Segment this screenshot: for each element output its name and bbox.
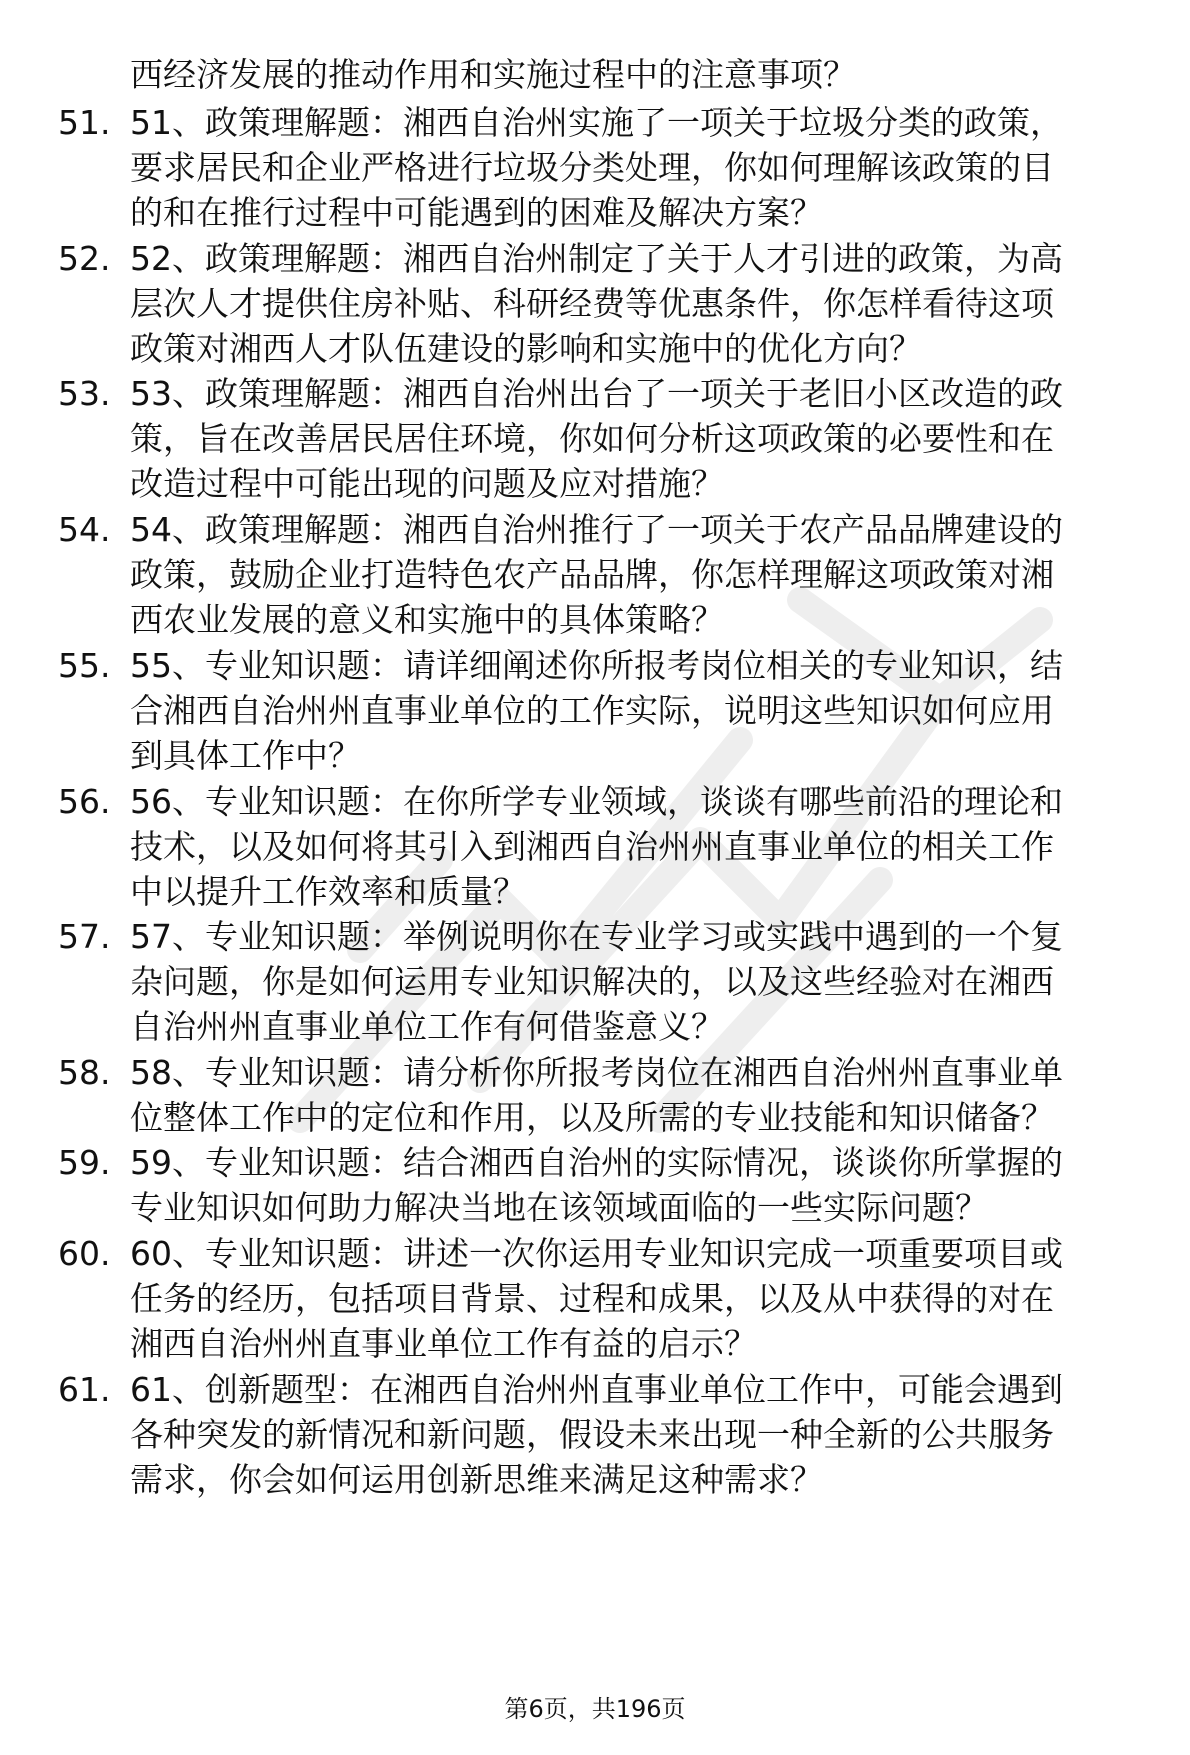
list-item-line: 任务的经历，包括项目背景、过程和成果，以及从中获得的对在 bbox=[130, 1279, 1054, 1318]
list-item-text bbox=[130, 1050, 1145, 1140]
list-item-number: 56. bbox=[58, 782, 111, 821]
list-item-line: 中以提升工作效率和质量？ bbox=[130, 872, 526, 911]
list-item-line: 自治州州直事业单位工作有何借鉴意义？ bbox=[130, 1007, 724, 1046]
list-item-number: 60. bbox=[58, 1234, 111, 1273]
list-item-number: 57. bbox=[58, 917, 111, 956]
list-item-line: 西农业发展的意义和实施中的具体策略？ bbox=[130, 600, 724, 639]
list-item-line: 57、专业知识题：举例说明你在专业学习或实践中遇到的一个复 bbox=[130, 917, 1063, 956]
list-item-number: 51. bbox=[58, 103, 111, 142]
list-item-line: 60、专业知识题：讲述一次你运用专业知识完成一项重要项目或 bbox=[130, 1234, 1063, 1273]
list-item-line: 需求，你会如何运用创新思维来满足这种需求？ bbox=[130, 1460, 823, 1499]
list-item-line: 55、专业知识题：请详细阐述你所报考岗位相关的专业知识，结 bbox=[130, 646, 1063, 685]
list-item-line: 58、专业知识题：请分析你所报考岗位在湘西自治州州直事业单 bbox=[130, 1053, 1063, 1092]
list-item-text bbox=[130, 371, 1145, 506]
list-item-text bbox=[130, 779, 1145, 914]
list-item-number: 58. bbox=[58, 1053, 111, 1092]
list-item-line: 位整体工作中的定位和作用，以及所需的专业技能和知识储备？ bbox=[130, 1098, 1054, 1137]
list-item-text bbox=[130, 643, 1145, 778]
list-item-line: 的和在推行过程中可能遇到的困难及解决方案？ bbox=[130, 193, 823, 232]
list-item-line: 54、政策理解题：湘西自治州推行了一项关于农产品品牌建设的 bbox=[130, 510, 1063, 549]
list-item-line: 专业知识如何助力解决当地在该领域面临的一些实际问题？ bbox=[130, 1188, 988, 1227]
list-item-number: 54. bbox=[58, 510, 111, 549]
list-item-line: 51、政策理解题：湘西自治州实施了一项关于垃圾分类的政策， bbox=[130, 103, 1063, 142]
list-item-line: 层次人才提供住房补贴、科研经费等优惠条件，你怎样看待这项 bbox=[130, 284, 1054, 323]
list-item-text bbox=[130, 1231, 1145, 1366]
list-item-line: 53、政策理解题：湘西自治州出台了一项关于老旧小区改造的政 bbox=[130, 374, 1063, 413]
list-item-text bbox=[130, 507, 1145, 642]
list-item-line: 61、创新题型：在湘西自治州州直事业单位工作中，可能会遇到 bbox=[130, 1370, 1063, 1409]
list-item-line: 湘西自治州州直事业单位工作有益的启示？ bbox=[130, 1324, 757, 1363]
list-item-number: 52. bbox=[58, 239, 111, 278]
list-item-line: 要求居民和企业严格进行垃圾分类处理，你如何理解该政策的目 bbox=[130, 148, 1054, 187]
list-item-line: 杂问题，你是如何运用专业知识解决的，以及这些经验对在湘西 bbox=[130, 962, 1054, 1001]
list-item-text bbox=[130, 236, 1145, 371]
list-item-line: 改造过程中可能出现的问题及应对措施？ bbox=[130, 464, 724, 503]
list-item-line: 52、政策理解题：湘西自治州制定了关于人才引进的政策，为高 bbox=[130, 239, 1063, 278]
list-item-text bbox=[130, 100, 1145, 235]
list-item-text bbox=[130, 914, 1145, 1049]
page-footer: 第6页，共196页 bbox=[504, 1695, 686, 1723]
list-item-line: 合湘西自治州州直事业单位的工作实际，说明这些知识如何应用 bbox=[130, 691, 1054, 730]
list-item-line: 策，旨在改善居民居住环境，你如何分析这项政策的必要性和在 bbox=[130, 419, 1054, 458]
list-item-line: 59、专业知识题：结合湘西自治州的实际情况，谈谈你所掌握的 bbox=[130, 1143, 1063, 1182]
list-item-number: 59. bbox=[58, 1143, 111, 1182]
list-item-number: 61. bbox=[58, 1370, 111, 1409]
list-item-line: 各种突发的新情况和新问题，假设未来出现一种全新的公共服务 bbox=[130, 1415, 1054, 1454]
list-item-number: 53. bbox=[58, 374, 111, 413]
carry-over-text: 西经济发展的推动作用和实施过程中的注意事项？ bbox=[130, 55, 856, 94]
list-item-number: 55. bbox=[58, 646, 111, 685]
list-item-line: 政策，鼓励企业打造特色农产品品牌，你怎样理解这项政策对湘 bbox=[130, 555, 1054, 594]
list-item-line: 到具体工作中？ bbox=[130, 736, 361, 775]
list-item-line: 政策对湘西人才队伍建设的影响和实施中的优化方向？ bbox=[130, 329, 922, 368]
list-item-line: 56、专业知识题：在你所学专业领域，谈谈有哪些前沿的理论和 bbox=[130, 782, 1063, 821]
list-item-text bbox=[130, 1140, 1145, 1230]
list-item-text bbox=[130, 1367, 1145, 1502]
list-item-line: 技术，以及如何将其引入到湘西自治州州直事业单位的相关工作 bbox=[130, 827, 1054, 866]
